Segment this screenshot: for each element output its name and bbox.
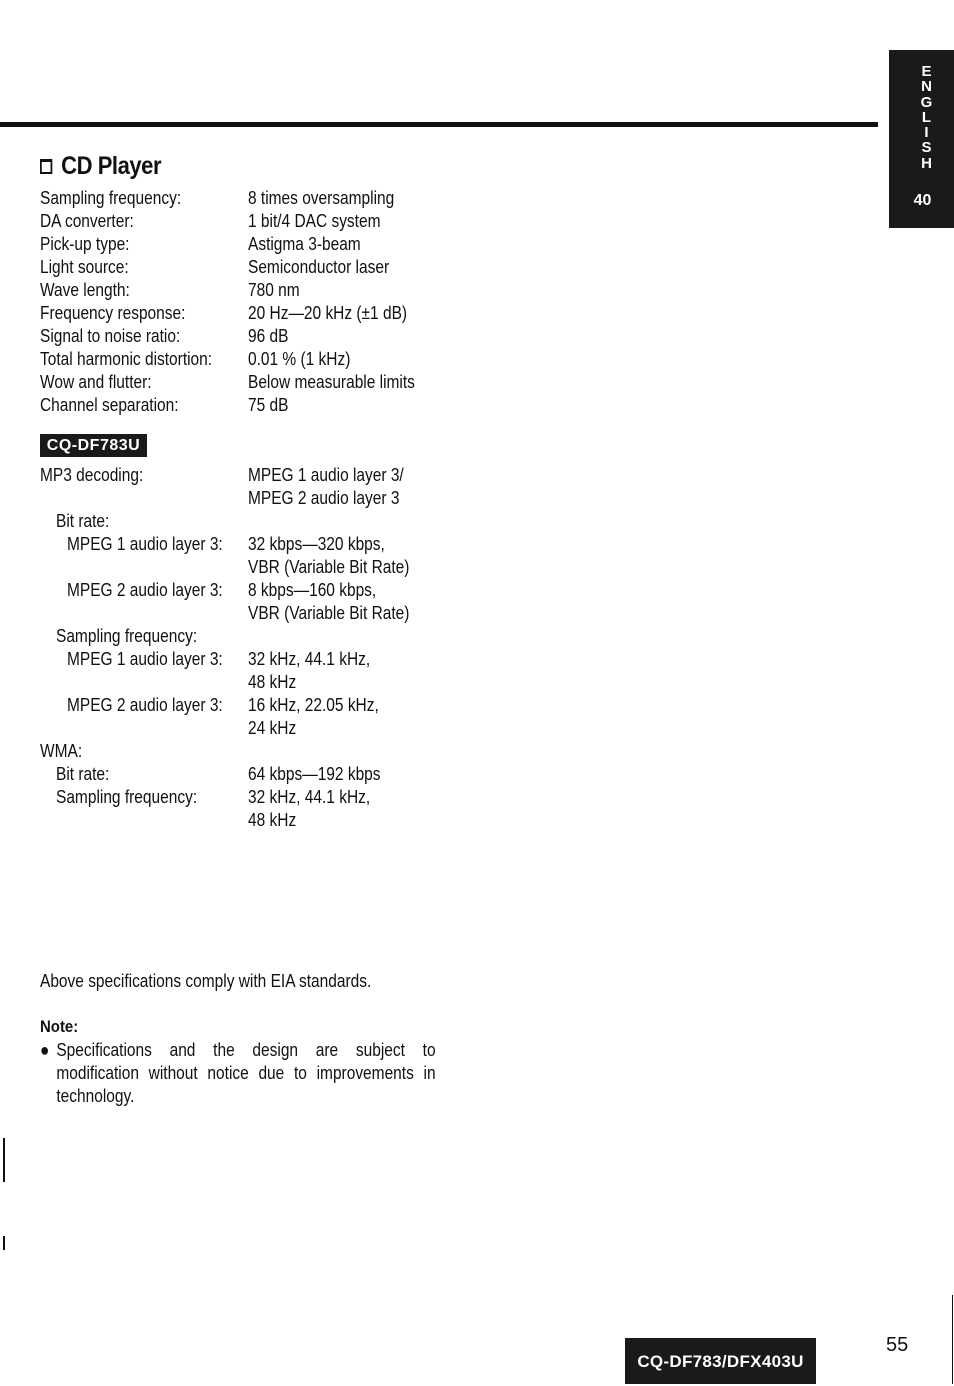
spec-value: 96 dB [248,326,289,346]
spec-value: MPEG 2 audio layer 3 [248,488,400,508]
checkbox-square-icon [40,159,52,174]
language-label [889,64,954,171]
language-letter: G [920,93,933,111]
spec-value: 8 times oversampling [248,188,395,208]
margin-mark [3,1236,5,1250]
spec-value: Below measurable limits [248,372,415,392]
spec-value: 32 kHz, 44.1 kHz, [248,649,371,669]
spec-label: Light source: [40,257,129,277]
spec-value: 20 Hz—20 kHz (±1 dB) [248,303,408,323]
spec-value: 0.01 % (1 kHz) [248,349,351,369]
note-text: Specifications and the design are subject to modification without notice due to improvements in technology. [56,1040,436,1106]
sampling-frequency-label: Sampling frequency: [56,626,198,646]
language-letter: N [921,78,932,96]
spec-value: 75 dB [248,395,289,415]
spec-value: 780 nm [248,280,300,300]
spec-value: 32 kHz, 44.1 kHz, [248,787,371,807]
section-title [40,152,161,181]
model-badge: CQ-DF783U [40,434,147,457]
spec-value: 48 kHz [248,672,297,692]
spec-label: Signal to noise ratio: [40,326,181,346]
spec-label: Wow and flutter: [40,372,152,392]
language-letter: S [921,139,932,157]
footer-model-badge: CQ-DF783/DFX403U [625,1338,816,1384]
spec-label: MPEG 2 audio layer 3: [67,580,223,600]
header-rule [0,122,878,127]
bitrate-label: Bit rate: [56,511,110,531]
language-letter: L [921,108,932,126]
spec-label: Total harmonic distortion: [40,349,213,369]
spec-value: Semiconductor laser [248,257,390,277]
spec-label: Frequency response: [40,303,186,323]
spec-label: Channel separation: [40,395,179,415]
bullet-icon: ● [40,1040,50,1060]
compliance-statement: Above specifications comply with EIA standards. [40,971,372,991]
spec-label: MPEG 1 audio layer 3: [67,534,223,554]
page-number: 55 [886,1334,909,1356]
spec-value: 8 kbps—160 kbps, [248,580,377,600]
language-letter: I [924,124,929,142]
spec-label: Sampling frequency: [56,787,198,807]
spec-value: 48 kHz [248,810,297,830]
wma-label: WMA: [40,741,83,761]
margin-mark [952,1295,953,1384]
spec-label: Wave length: [40,280,130,300]
spec-value: 32 kbps—320 kbps, [248,534,385,554]
section-page-number: 40 [913,192,932,209]
spec-value: Astigma 3-beam [248,234,361,254]
note-item [40,1039,436,1108]
spec-label: Bit rate: [56,764,110,784]
language-letter: E [921,63,932,80]
section-title-text: CD Player [61,152,162,180]
note-heading: Note: [40,1017,79,1036]
spec-value: 24 kHz [248,718,297,738]
spec-value: 64 kbps—192 kbps [248,764,381,784]
spec-value: 16 kHz, 22.05 kHz, [248,695,379,715]
language-tab [889,50,954,228]
language-letter: H [921,154,932,172]
spec-value: VBR (Variable Bit Rate) [248,557,410,577]
spec-label: DA converter: [40,211,134,231]
spec-label: MPEG 2 audio layer 3: [67,695,223,715]
spec-label: Pick-up type: [40,234,130,254]
mp3-label: MP3 decoding: [40,465,144,485]
spec-value: MPEG 1 audio layer 3/ [248,465,404,485]
spec-label: MPEG 1 audio layer 3: [67,649,223,669]
spec-value: 1 bit/4 DAC system [248,211,381,231]
margin-mark [3,1138,5,1182]
spec-value: VBR (Variable Bit Rate) [248,603,410,623]
spec-label: Sampling frequency: [40,188,182,208]
